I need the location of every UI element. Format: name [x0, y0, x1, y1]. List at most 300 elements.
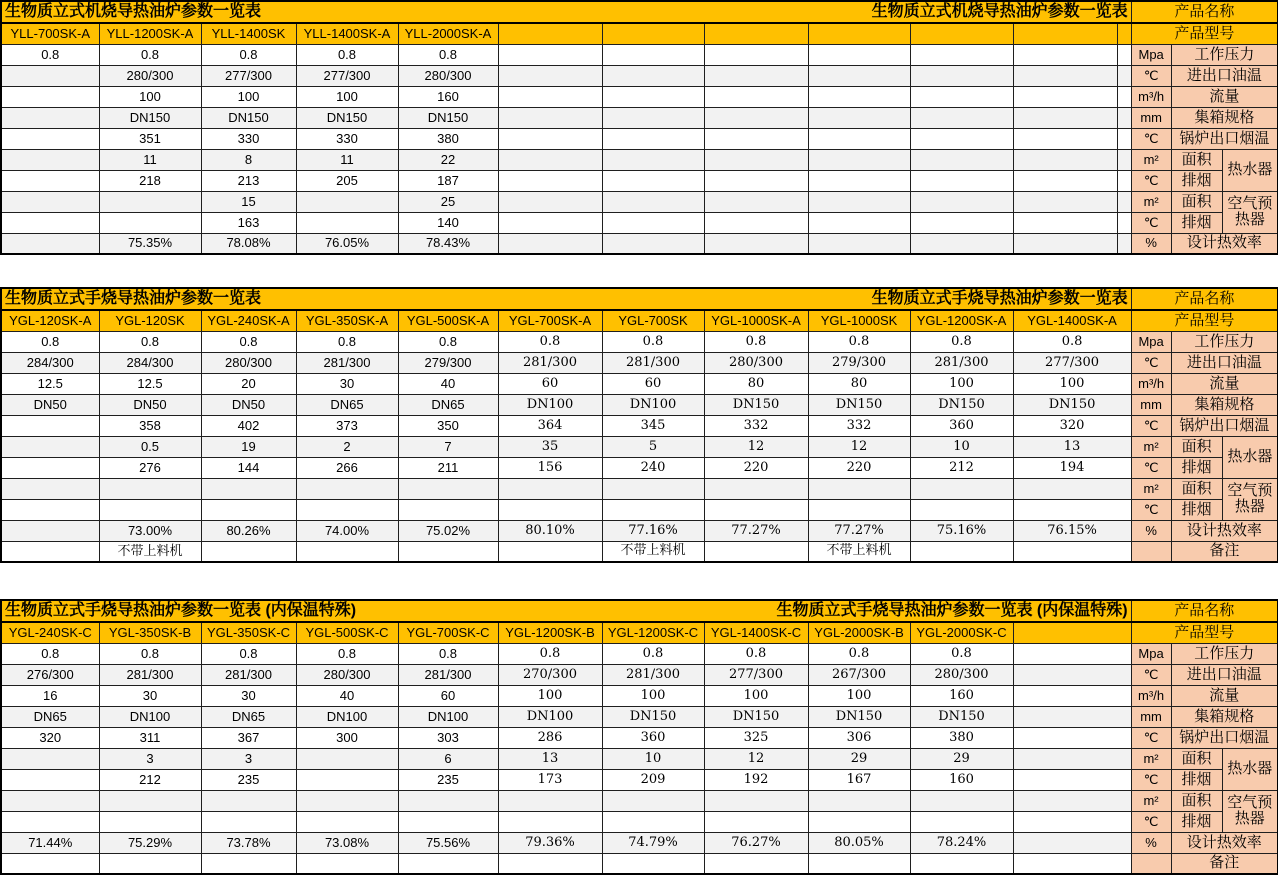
narrow-filler-cell	[1117, 128, 1131, 149]
table-title-row	[1, 600, 1278, 622]
value-cell: 194	[1013, 457, 1131, 478]
value-cell: 0.8	[99, 44, 201, 65]
value-cell	[808, 86, 910, 107]
value-cell: 100	[704, 685, 808, 706]
model-cell: YGL-700SK-C	[398, 622, 498, 643]
data-row	[1, 149, 1278, 170]
value-cell	[398, 541, 498, 562]
unit-cell: ℃	[1131, 499, 1171, 520]
param-label: 面积	[1171, 748, 1222, 769]
value-cell: 276	[99, 457, 201, 478]
data-row	[1, 811, 1278, 832]
model-cell: YGL-120SK-A	[1, 310, 99, 331]
value-cell	[1, 478, 99, 499]
value-cell: 77.27%	[704, 520, 808, 541]
value-cell	[498, 790, 602, 811]
value-cell	[704, 499, 808, 520]
value-cell	[201, 541, 296, 562]
model-cell: YGL-1200SK-A	[910, 310, 1013, 331]
value-cell: 209	[602, 769, 704, 790]
model-cell: YGL-1000SK-A	[704, 310, 808, 331]
value-cell	[398, 853, 498, 874]
value-cell: 80.26%	[201, 520, 296, 541]
unit-cell: ℃	[1131, 457, 1171, 478]
data-row	[1, 415, 1278, 436]
value-cell	[1, 457, 99, 478]
value-cell: 220	[704, 457, 808, 478]
model-cell: YGL-2000SK-B	[808, 622, 910, 643]
param-label: 排烟	[1171, 769, 1222, 790]
table-title-row	[1, 1, 1278, 23]
value-cell	[99, 478, 201, 499]
value-cell: 60	[398, 685, 498, 706]
param-label: 面积	[1171, 790, 1222, 811]
value-cell	[296, 853, 398, 874]
value-cell: 不带上料机	[99, 541, 201, 562]
unit-cell: m³/h	[1131, 86, 1171, 107]
param-label: 工作压力	[1171, 44, 1278, 65]
value-cell: 320	[1, 727, 99, 748]
value-cell: 280/300	[296, 664, 398, 685]
value-cell	[602, 478, 704, 499]
value-cell: 12.5	[99, 373, 201, 394]
product-model-header: 产品型号	[1131, 622, 1278, 643]
value-cell: 30	[296, 373, 398, 394]
group-label: 热水器	[1222, 149, 1278, 191]
value-cell	[1013, 65, 1117, 86]
value-cell: 0.5	[99, 436, 201, 457]
value-cell	[808, 212, 910, 233]
value-cell	[704, 478, 808, 499]
value-cell	[808, 44, 910, 65]
value-cell: 75.56%	[398, 832, 498, 853]
value-cell: 280/300	[201, 352, 296, 373]
value-cell: DN65	[398, 394, 498, 415]
value-cell	[99, 811, 201, 832]
value-cell	[498, 541, 602, 562]
value-cell: 77.27%	[808, 520, 910, 541]
value-cell	[704, 811, 808, 832]
product-model-header: 产品型号	[1131, 310, 1278, 331]
model-row	[1, 622, 1278, 643]
unit-cell: mm	[1131, 107, 1171, 128]
value-cell	[910, 149, 1013, 170]
data-row	[1, 727, 1278, 748]
value-cell	[808, 478, 910, 499]
value-cell: DN150	[99, 107, 201, 128]
value-cell: 78.43%	[398, 233, 498, 254]
unit-cell: ℃	[1131, 65, 1171, 86]
value-cell	[704, 86, 808, 107]
model-cell: YGL-2000SK-C	[910, 622, 1013, 643]
narrow-filler-cell	[1117, 86, 1131, 107]
unit-cell: ℃	[1131, 727, 1171, 748]
unit-cell: ℃	[1131, 170, 1171, 191]
value-cell: 73.00%	[99, 520, 201, 541]
value-cell	[910, 44, 1013, 65]
value-cell	[201, 790, 296, 811]
value-cell	[704, 170, 808, 191]
value-cell	[498, 44, 602, 65]
value-cell: DN150	[910, 394, 1013, 415]
value-cell	[1013, 44, 1117, 65]
value-cell	[296, 769, 398, 790]
value-cell: 279/300	[808, 352, 910, 373]
value-cell: 173	[498, 769, 602, 790]
value-cell: 364	[498, 415, 602, 436]
value-cell: 5	[602, 436, 704, 457]
value-cell	[1013, 212, 1117, 233]
value-cell	[1, 170, 99, 191]
value-cell	[296, 811, 398, 832]
value-cell: 276/300	[1, 664, 99, 685]
group-label: 空气预热器	[1222, 478, 1278, 520]
narrow-filler-cell	[1117, 107, 1131, 128]
value-cell: 0.8	[910, 331, 1013, 352]
value-cell	[602, 170, 704, 191]
value-cell	[704, 541, 808, 562]
value-cell: 3	[99, 748, 201, 769]
data-row	[1, 331, 1278, 352]
value-cell	[602, 191, 704, 212]
value-cell: 80	[704, 373, 808, 394]
value-cell: 60	[602, 373, 704, 394]
value-cell: 311	[99, 727, 201, 748]
table-title-right: 生物质立式机烧导热油炉参数一览表	[871, 2, 1128, 20]
model-cell: YLL-1200SK-A	[99, 23, 201, 44]
model-cell: YLL-700SK-A	[1, 23, 99, 44]
model-cell	[1013, 23, 1117, 44]
model-cell	[910, 23, 1013, 44]
unit-cell: m²	[1131, 478, 1171, 499]
unit-cell: ℃	[1131, 664, 1171, 685]
value-cell: 75.02%	[398, 520, 498, 541]
value-cell	[704, 128, 808, 149]
product-name-header: 产品名称	[1131, 288, 1278, 310]
value-cell	[1, 191, 99, 212]
value-cell: 75.35%	[99, 233, 201, 254]
value-cell	[1013, 643, 1131, 664]
value-cell	[498, 86, 602, 107]
model-cell: YGL-700SK	[602, 310, 704, 331]
value-cell: 73.78%	[201, 832, 296, 853]
value-cell	[808, 149, 910, 170]
value-cell	[1013, 149, 1117, 170]
model-row	[1, 23, 1278, 44]
value-cell: 16	[1, 685, 99, 706]
table-title-flex	[5, 2, 1128, 22]
value-cell: 303	[398, 727, 498, 748]
value-cell: 330	[201, 128, 296, 149]
unit-cell: m³/h	[1131, 373, 1171, 394]
value-cell: 163	[201, 212, 296, 233]
value-cell	[1013, 790, 1131, 811]
value-cell	[602, 212, 704, 233]
value-cell	[296, 790, 398, 811]
data-row	[1, 457, 1278, 478]
param-label: 锅炉出口烟温	[1171, 128, 1278, 149]
value-cell	[808, 191, 910, 212]
value-cell: 373	[296, 415, 398, 436]
value-cell	[1, 790, 99, 811]
value-cell: 351	[99, 128, 201, 149]
value-cell: 277/300	[296, 65, 398, 86]
value-cell	[1, 853, 99, 874]
value-cell	[1013, 541, 1131, 562]
value-cell: 19	[201, 436, 296, 457]
value-cell	[602, 790, 704, 811]
value-cell: 12.5	[1, 373, 99, 394]
value-cell	[201, 853, 296, 874]
param-label: 锅炉出口烟温	[1171, 727, 1278, 748]
value-cell: DN100	[296, 706, 398, 727]
value-cell	[1, 541, 99, 562]
value-cell	[1013, 170, 1117, 191]
value-cell: 73.08%	[296, 832, 398, 853]
param-label: 工作压力	[1171, 331, 1278, 352]
value-cell: 140	[398, 212, 498, 233]
value-cell	[498, 107, 602, 128]
value-cell: 100	[602, 685, 704, 706]
value-cell: 79.36%	[498, 832, 602, 853]
value-cell: DN150	[704, 706, 808, 727]
value-cell: 0.8	[704, 331, 808, 352]
value-cell: DN65	[201, 706, 296, 727]
product-name-header: 产品名称	[1131, 1, 1278, 23]
table-title-flex	[5, 289, 1128, 309]
value-cell: 12	[704, 436, 808, 457]
value-cell: 75.16%	[910, 520, 1013, 541]
value-cell: 187	[398, 170, 498, 191]
value-cell	[99, 212, 201, 233]
param-label: 面积	[1171, 436, 1222, 457]
value-cell	[808, 233, 910, 254]
value-cell	[910, 233, 1013, 254]
value-cell	[910, 212, 1013, 233]
value-cell	[704, 233, 808, 254]
remark-label: 备注	[1171, 853, 1278, 874]
unit-cell: ℃	[1131, 212, 1171, 233]
value-cell	[808, 790, 910, 811]
value-cell: 0.8	[398, 44, 498, 65]
value-cell	[1013, 832, 1131, 853]
value-cell: 22	[398, 149, 498, 170]
table-title-bar	[1, 1, 1131, 23]
data-row	[1, 499, 1278, 520]
value-cell	[1013, 727, 1131, 748]
value-cell	[910, 811, 1013, 832]
unit-cell: ℃	[1131, 352, 1171, 373]
value-cell	[910, 478, 1013, 499]
value-cell: 40	[296, 685, 398, 706]
value-cell: 0.8	[296, 643, 398, 664]
value-cell	[1013, 853, 1131, 874]
narrow-filler-cell	[1117, 65, 1131, 86]
unit-cell: ℃	[1131, 415, 1171, 436]
value-cell	[1, 233, 99, 254]
value-cell	[602, 128, 704, 149]
value-cell: 15	[201, 191, 296, 212]
value-cell: 不带上料机	[602, 541, 704, 562]
value-cell	[498, 478, 602, 499]
data-row	[1, 44, 1278, 65]
model-cell	[602, 23, 704, 44]
value-cell: 267/300	[808, 664, 910, 685]
value-cell	[808, 811, 910, 832]
data-row	[1, 643, 1278, 664]
value-cell: 75.29%	[99, 832, 201, 853]
value-cell	[498, 65, 602, 86]
value-cell	[498, 853, 602, 874]
value-cell: 0.8	[498, 643, 602, 664]
value-cell	[498, 233, 602, 254]
data-row	[1, 86, 1278, 107]
value-cell	[1, 107, 99, 128]
value-cell: 281/300	[602, 664, 704, 685]
unit-cell: %	[1131, 520, 1171, 541]
value-cell: 402	[201, 415, 296, 436]
value-cell	[808, 499, 910, 520]
param-label: 集箱规格	[1171, 394, 1278, 415]
value-cell: 100	[201, 86, 296, 107]
narrow-filler-cell	[1117, 191, 1131, 212]
value-cell	[808, 853, 910, 874]
value-cell: 270/300	[498, 664, 602, 685]
param-label: 面积	[1171, 149, 1222, 170]
model-cell: YGL-1400SK-A	[1013, 310, 1131, 331]
table-title-bar	[1, 600, 1131, 622]
value-cell	[602, 149, 704, 170]
value-cell: 332	[808, 415, 910, 436]
value-cell	[910, 170, 1013, 191]
value-cell	[704, 107, 808, 128]
unit-cell: m²	[1131, 191, 1171, 212]
value-cell	[1013, 499, 1131, 520]
value-cell: 205	[296, 170, 398, 191]
param-label: 进出口油温	[1171, 65, 1278, 86]
value-cell: 6	[398, 748, 498, 769]
data-row	[1, 233, 1278, 254]
value-cell: 277/300	[201, 65, 296, 86]
value-cell: 306	[808, 727, 910, 748]
value-cell: DN65	[296, 394, 398, 415]
value-cell: 220	[808, 457, 910, 478]
value-cell: 35	[498, 436, 602, 457]
value-cell: 320	[1013, 415, 1131, 436]
group-label: 热水器	[1222, 748, 1278, 790]
unit-cell: m²	[1131, 436, 1171, 457]
table-title-left: 生物质立式机烧导热油炉参数一览表	[5, 2, 262, 20]
value-cell: DN100	[498, 394, 602, 415]
value-cell: DN150	[201, 107, 296, 128]
narrow-filler-cell	[1117, 44, 1131, 65]
value-cell: 281/300	[201, 664, 296, 685]
value-cell: 29	[808, 748, 910, 769]
value-cell	[910, 499, 1013, 520]
unit-cell: m³/h	[1131, 685, 1171, 706]
value-cell: 0.8	[808, 331, 910, 352]
value-cell: 192	[704, 769, 808, 790]
value-cell	[498, 149, 602, 170]
value-cell: 100	[910, 373, 1013, 394]
data-row	[1, 706, 1278, 727]
group-label: 热水器	[1222, 436, 1278, 478]
value-cell: 211	[398, 457, 498, 478]
value-cell: 2	[296, 436, 398, 457]
value-cell	[498, 191, 602, 212]
value-cell: 358	[99, 415, 201, 436]
narrow-filler-cell	[1117, 233, 1131, 254]
unit-cell: Mpa	[1131, 44, 1171, 65]
model-cell	[498, 23, 602, 44]
value-cell: DN150	[808, 394, 910, 415]
value-cell	[1013, 233, 1117, 254]
model-cell	[704, 23, 808, 44]
value-cell: 281/300	[99, 664, 201, 685]
table-title-row	[1, 288, 1278, 310]
model-cell: YGL-120SK	[99, 310, 201, 331]
value-cell: 7	[398, 436, 498, 457]
value-cell: 100	[99, 86, 201, 107]
model-cell: YGL-1200SK-C	[602, 622, 704, 643]
value-cell: 80.05%	[808, 832, 910, 853]
param-label: 面积	[1171, 478, 1222, 499]
value-cell	[1013, 769, 1131, 790]
data-row	[1, 65, 1278, 86]
value-cell: 0.8	[99, 643, 201, 664]
data-row	[1, 520, 1278, 541]
value-cell: 284/300	[1, 352, 99, 373]
value-cell: 0.8	[296, 331, 398, 352]
parameter-table-1	[0, 0, 1278, 255]
value-cell: 280/300	[99, 65, 201, 86]
param-label: 排烟	[1171, 170, 1222, 191]
unit-cell: m²	[1131, 149, 1171, 170]
data-row	[1, 664, 1278, 685]
data-row	[1, 107, 1278, 128]
value-cell: 74.79%	[602, 832, 704, 853]
value-cell	[910, 65, 1013, 86]
value-cell: 80.10%	[498, 520, 602, 541]
value-cell	[1, 128, 99, 149]
value-cell	[602, 65, 704, 86]
value-cell: 74.00%	[296, 520, 398, 541]
value-cell: 350	[398, 415, 498, 436]
value-cell: 212	[99, 769, 201, 790]
value-cell	[808, 65, 910, 86]
value-cell: 76.15%	[1013, 520, 1131, 541]
model-row	[1, 310, 1278, 331]
value-cell: 11	[99, 149, 201, 170]
value-cell	[1, 65, 99, 86]
value-cell: DN150	[704, 394, 808, 415]
value-cell: 20	[201, 373, 296, 394]
unit-cell	[1131, 853, 1171, 874]
data-row	[1, 832, 1278, 853]
unit-cell: ℃	[1131, 811, 1171, 832]
value-cell: 281/300	[910, 352, 1013, 373]
model-cell: YGL-240SK-A	[201, 310, 296, 331]
value-cell: 12	[808, 436, 910, 457]
value-cell	[99, 191, 201, 212]
value-cell: DN50	[1, 394, 99, 415]
remark-label: 备注	[1171, 541, 1278, 562]
value-cell: DN65	[1, 706, 99, 727]
data-row	[1, 170, 1278, 191]
value-cell	[910, 191, 1013, 212]
value-cell	[1, 748, 99, 769]
value-cell: 367	[201, 727, 296, 748]
